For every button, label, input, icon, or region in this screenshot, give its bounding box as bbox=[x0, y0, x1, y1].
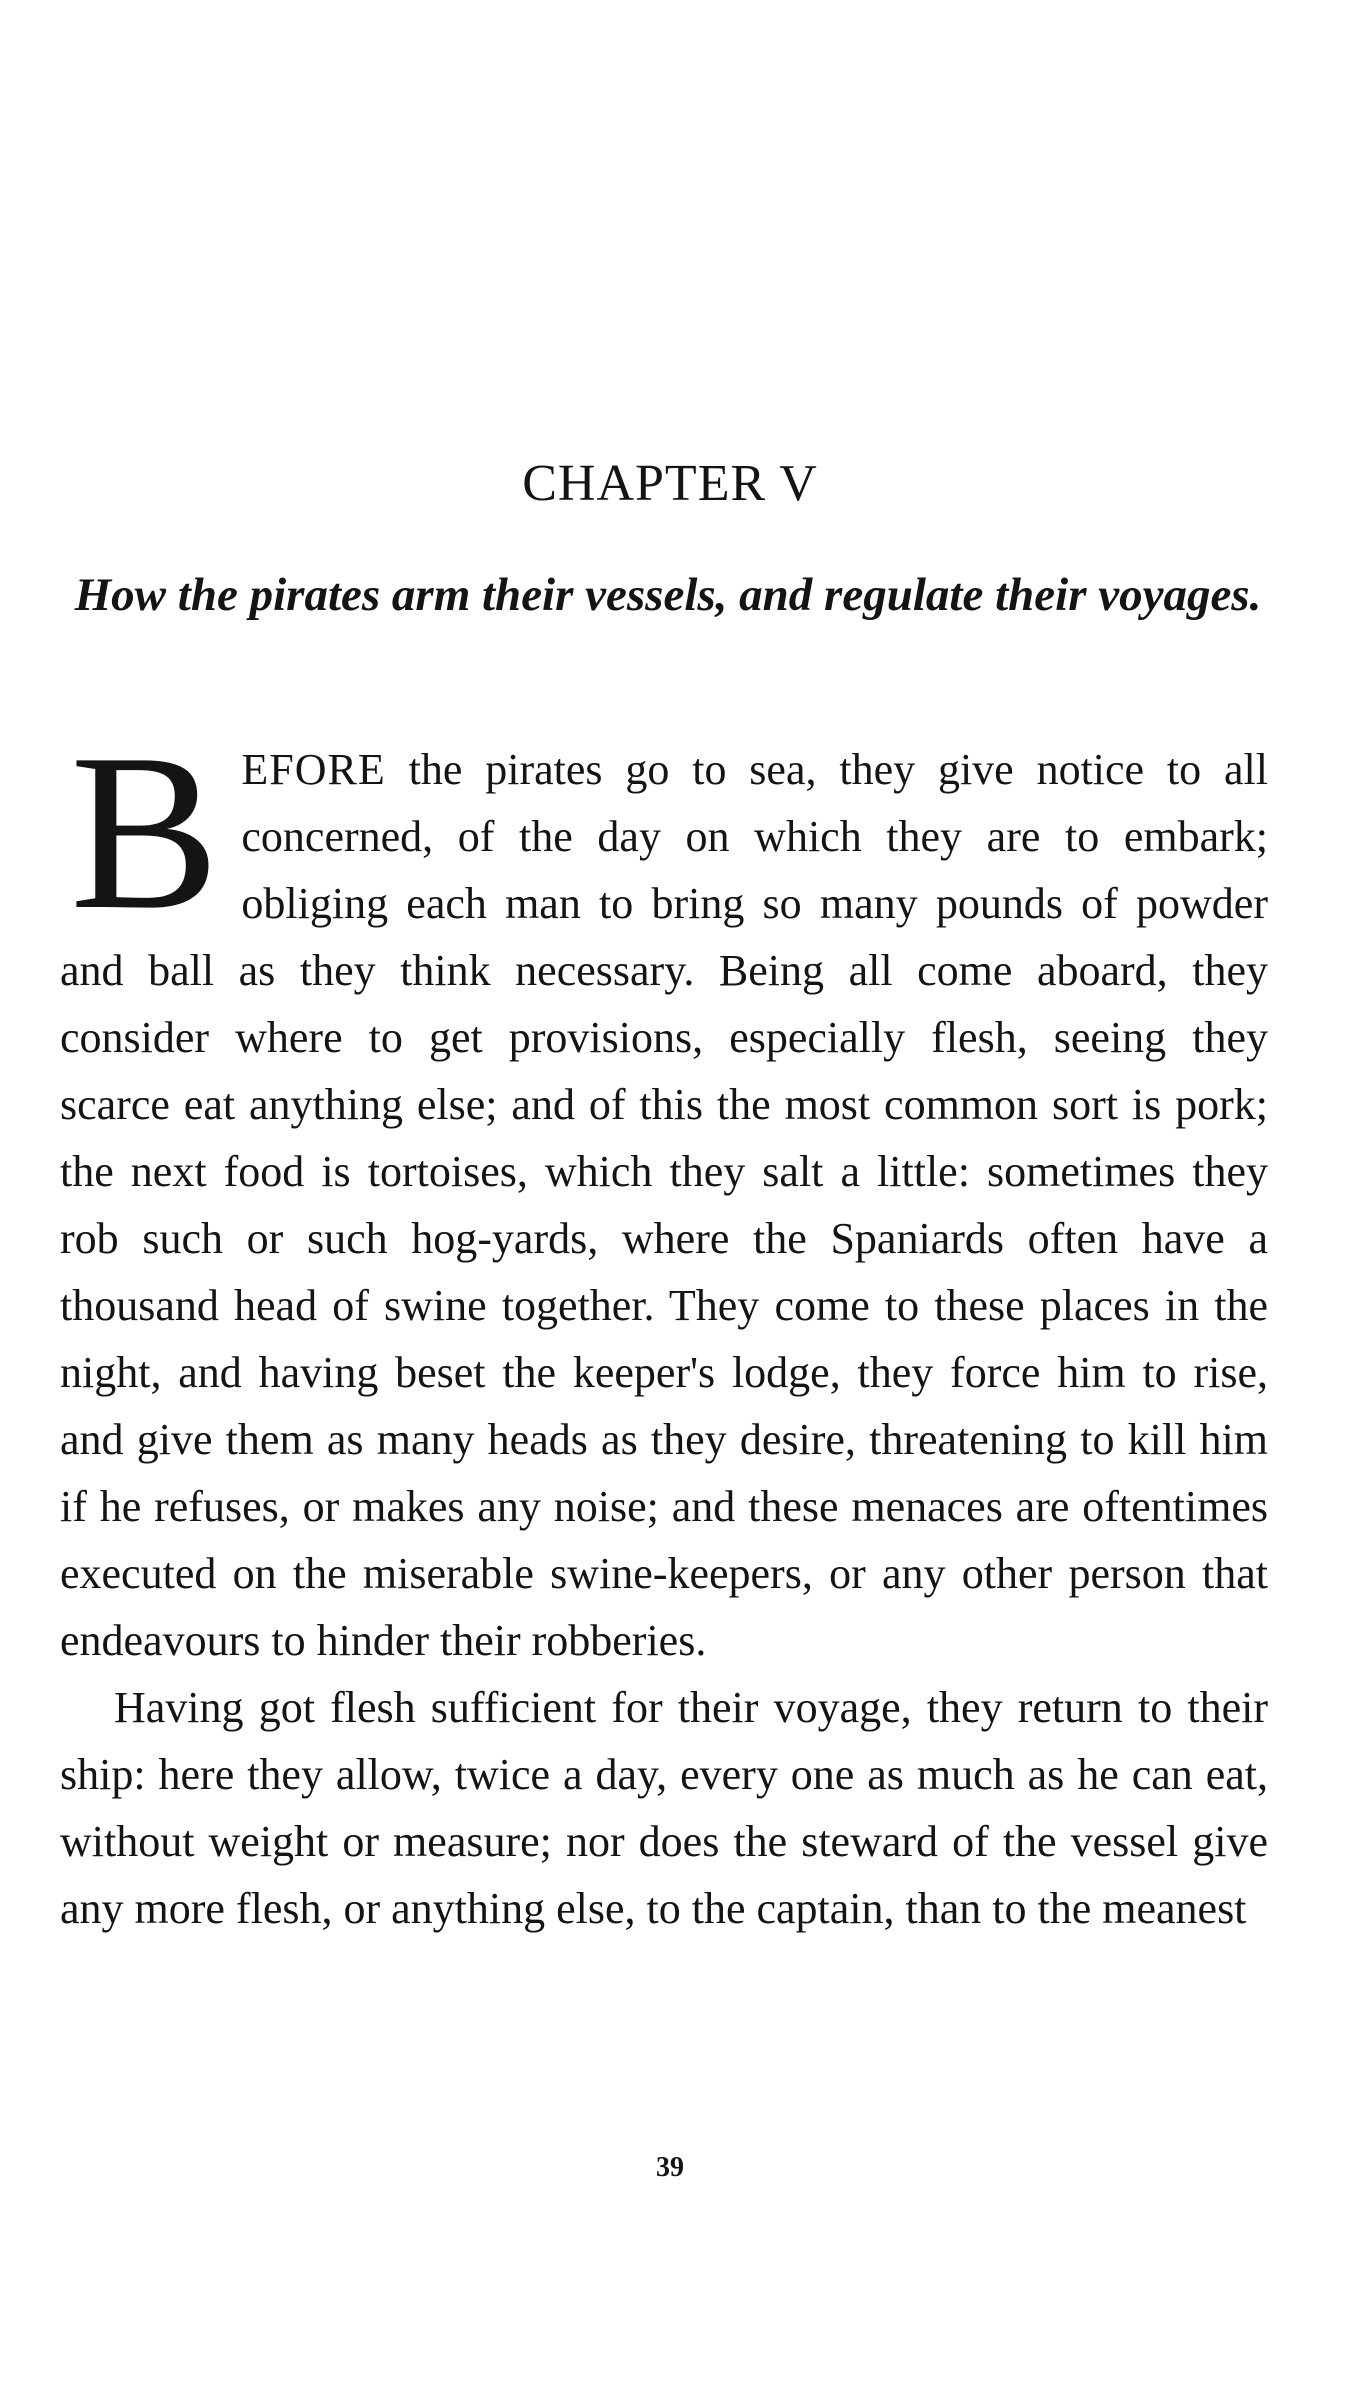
chapter-body bbox=[60, 708, 1268, 1942]
chapter-title: CHAPTER V bbox=[522, 455, 818, 512]
paragraph-1 bbox=[60, 708, 1268, 1674]
lead-word: EFORE bbox=[241, 745, 386, 794]
paragraph-2: Having got flesh sufficient for their voyage, they return to their ship: here they allow, twice a day, every one as much as he can eat, without weight or measure; nor does the steward of the vessel give any more flesh, or anything else, to the captain, than to the meanest bbox=[60, 1683, 1268, 1933]
chapter-subtitle: How the pirates arm their vessels, and regulate their voyages. bbox=[74, 569, 1262, 621]
paragraph-1-text: the pirates go to sea, they give notice to all concerned, of the day on which they are to embark; obliging each man to bring so many pounds of powder and ball as they think necessary. Being all come aboard, they consider where to get provisions, especially flesh, seeing they scarce eat anything else; and of this the most common sort is pork; the next food is tortoises, which they salt a little: sometimes they rob such or such hog-yards, where the Spaniards often have a thousand head of swine together. They come to these places in the night, and having beset the keeper's lodge, they force him to rise, and give them as many heads as they desire, threatening to kill him if he refuses, or makes any noise; and these menaces are oftentimes executed on the miserable swine-keepers, or any other person that endeavours to hinder their robberies. bbox=[60, 745, 1268, 1665]
drop-cap: B bbox=[70, 708, 220, 956]
page-number: 39 bbox=[656, 2152, 684, 2183]
